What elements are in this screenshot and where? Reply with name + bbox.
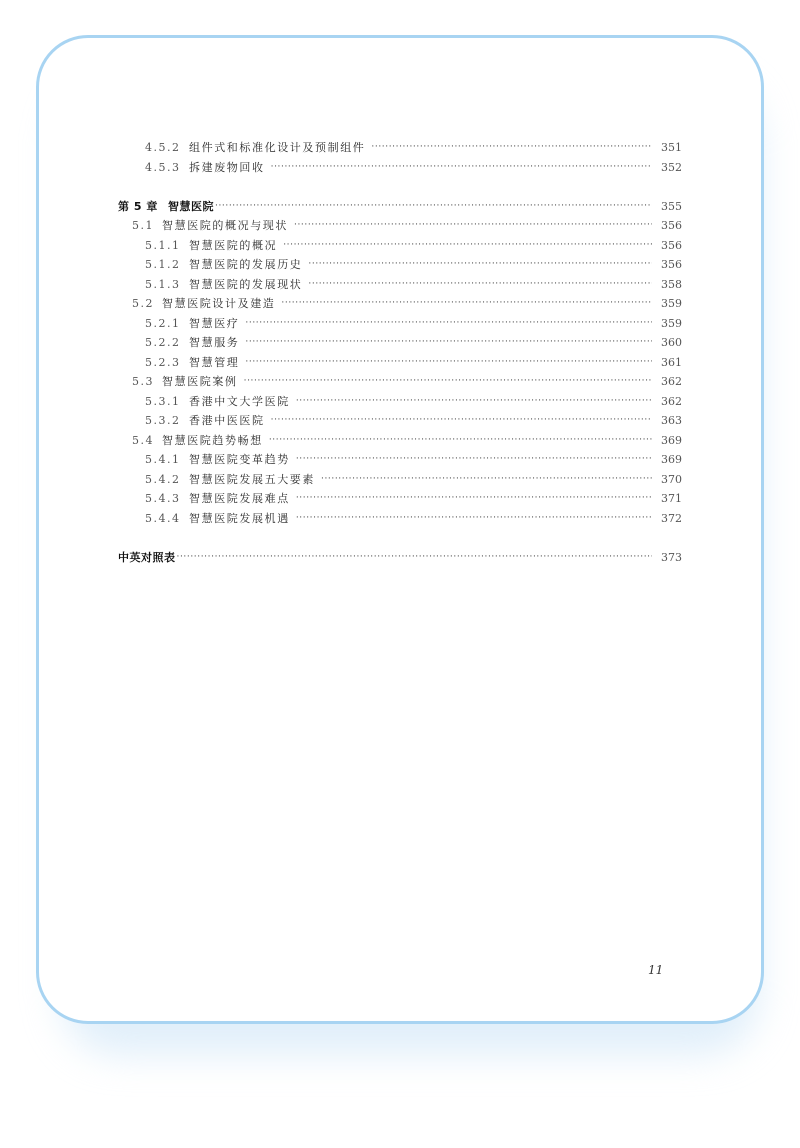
toc-entry-page: 369 [661,433,682,447]
appendix-title: 中英对照表 [118,550,176,564]
toc-entry-5-2[interactable] [118,294,682,314]
toc-entry-title: 拆建废物回收 [189,160,265,174]
toc-entry-5-3[interactable] [118,372,682,392]
toc-entry-5-4-4[interactable] [118,509,682,529]
dot-leader [296,392,652,412]
toc-entry-number: 5.2.3 [145,355,181,369]
toc-entry-number: 4.5.2 [145,141,181,154]
toc-entry-5-2-2[interactable] [118,333,682,353]
toc-entry-number: 5.1 [132,219,154,232]
toc-entry-number: 5.4.4 [145,511,181,525]
toc-entry-5-1[interactable] [118,216,682,236]
toc-entry-page: 371 [661,492,682,505]
dot-leader [296,450,652,470]
dot-leader [308,275,652,295]
toc-entry-4-5-2[interactable] [118,138,682,158]
toc-entry-title: 智慧医院发展机遇 [189,511,290,525]
toc-entry-number: 4.5.3 [145,160,181,174]
dot-leader [283,236,652,256]
toc-entry-5-4[interactable] [118,431,682,451]
toc-entry-page: 351 [661,141,682,154]
toc-entry-title: 香港中文大学医院 [189,394,290,408]
toc-entry-title: 智慧管理 [189,355,240,369]
appendix-page: 373 [661,550,682,564]
toc-entry-title: 智慧医院趋势畅想 [162,433,263,447]
dot-leader [281,294,652,314]
toc-entry-title: 智慧医院的发展现状 [189,277,303,291]
spacer [118,528,682,548]
dot-leader [269,431,652,451]
toc-entry-5-4-1[interactable] [118,450,682,470]
toc-entry-5-4-2[interactable] [118,470,682,490]
dot-leader [245,353,652,373]
toc-entry-5-3-1[interactable] [118,392,682,412]
toc-entry-5-4-3[interactable] [118,489,682,509]
toc-entry-page: 359 [661,297,682,310]
toc-entry-5-2-3[interactable] [118,353,682,373]
toc-entry-4-5-3[interactable] [118,158,682,178]
toc-entry-page: 361 [661,355,682,369]
toc-entry-5-2-1[interactable] [118,314,682,334]
toc-entry-page: 372 [661,511,682,525]
toc-entry-number: 5.4.3 [145,492,181,505]
toc-entry-number: 5.1.1 [145,238,181,252]
toc-entry-number: 5.2.2 [145,336,181,349]
dot-leader [215,197,652,217]
toc-entry-title: 智慧医院的发展历史 [189,258,303,271]
toc-entry-title: 智慧服务 [189,336,240,349]
toc-chapter-5[interactable] [118,197,682,217]
toc-entry-number: 5.3.2 [145,414,181,427]
dot-leader [271,158,652,178]
dot-leader [321,470,652,490]
toc-entry-5-1-2[interactable] [118,255,682,275]
toc-entry-5-1-1[interactable] [118,236,682,256]
toc-entry-page: 356 [661,219,682,232]
dot-leader [296,509,652,529]
toc-entry-title: 智慧医院案例 [162,375,238,388]
page-number: 11 [648,963,664,977]
toc-entry-page: 352 [661,160,682,174]
chapter-title: 智慧医院 [168,199,214,213]
toc-appendix-glossary[interactable] [118,548,682,568]
toc-entry-page: 370 [661,472,682,486]
dot-leader [308,255,652,275]
toc-entry-5-3-2[interactable] [118,411,682,431]
toc-entry-title: 智慧医院的概况与现状 [162,219,288,232]
toc-entry-number: 5.1.2 [145,258,181,271]
dot-leader [294,216,652,236]
toc-entry-number: 5.1.3 [145,277,181,291]
toc-entry-title: 智慧医院发展难点 [189,492,290,505]
chapter-number: 第 5 章 [118,199,158,213]
toc-entry-number: 5.2.1 [145,316,181,330]
table-of-contents [118,138,682,567]
toc-entry-title: 智慧医疗 [189,316,240,330]
toc-entry-title: 香港中医医院 [189,414,265,427]
toc-entry-title: 智慧医院的概况 [189,238,278,252]
toc-entry-page: 363 [661,414,682,427]
chapter-page: 355 [661,199,682,213]
toc-entry-number: 5.2 [132,297,154,310]
dot-leader [271,411,652,431]
toc-entry-number: 5.4 [132,433,154,447]
toc-entry-page: 360 [661,336,682,349]
toc-entry-title: 智慧医院设计及建造 [162,297,276,310]
toc-entry-page: 356 [661,258,682,271]
toc-entry-page: 362 [661,394,682,408]
toc-entry-number: 5.4.2 [145,472,181,486]
toc-entry-number: 5.3 [132,375,154,388]
spacer [118,177,682,197]
toc-entry-title: 智慧医院发展五大要素 [189,472,315,486]
toc-entry-title: 智慧医院变革趋势 [189,453,290,466]
toc-entry-number: 5.4.1 [145,453,181,466]
dot-leader [245,314,652,334]
dot-leader [371,138,652,158]
toc-entry-page: 356 [661,238,682,252]
dot-leader [177,548,653,568]
dot-leader [244,372,652,392]
toc-entry-5-1-3[interactable] [118,275,682,295]
toc-entry-page: 369 [661,453,682,466]
dot-leader [245,333,652,353]
toc-entry-page: 358 [661,277,682,291]
toc-entry-number: 5.3.1 [145,394,181,408]
toc-entry-page: 359 [661,316,682,330]
toc-entry-title: 组件式和标准化设计及预制组件 [189,141,366,154]
toc-entry-page: 362 [661,375,682,388]
dot-leader [296,489,652,509]
